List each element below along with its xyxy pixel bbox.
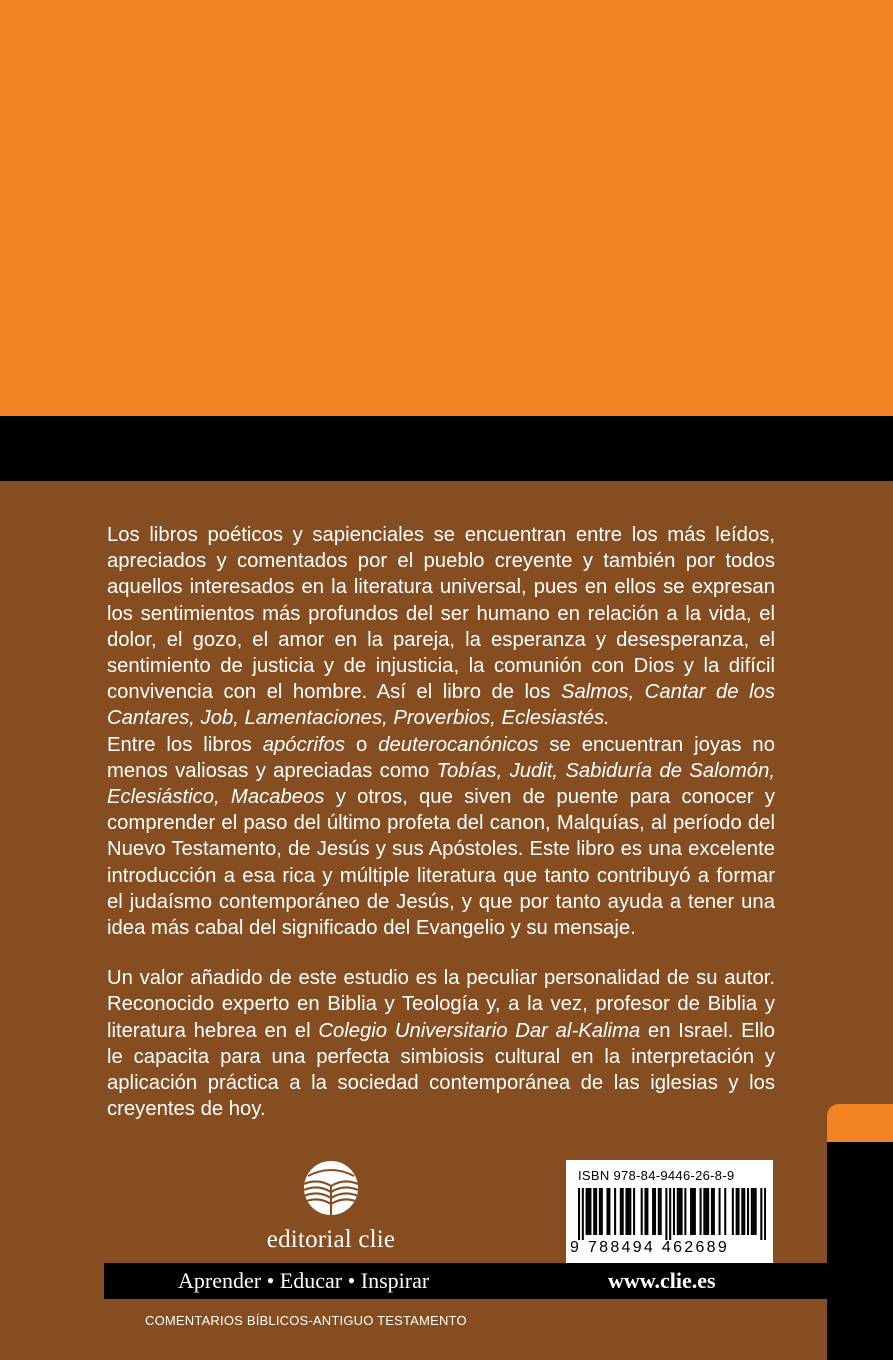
barcode-bar	[713, 1188, 715, 1235]
publisher-name: editorial clie	[266, 1226, 396, 1253]
barcode-bar	[694, 1188, 696, 1235]
college-name: Colegio Universitario Dar al-Kalima	[318, 1019, 641, 1042]
barcode-bar	[677, 1188, 679, 1235]
barcode-bar	[578, 1188, 580, 1240]
barcode-bar	[658, 1188, 660, 1235]
barcode-bar	[587, 1188, 589, 1235]
blurb-paragraph-3: Un valor añadido de este estudio es la peculiar personalidad de su autor. Reconocido experto en Biblia y Teología y, a la vez, profesor de Biblia y literatura hebrea en el Colegio Universitario Dar al-Kalima en Israel. Ello le capacita para una perfecta simbiosis cultural en la interpretación y aplicación práctica a la sociedad contemporánea de las iglesias y los creyentes de hoy.	[107, 967, 775, 1121]
barcode-bar	[582, 1188, 584, 1240]
barcode-bar	[599, 1188, 601, 1235]
top-orange-panel	[0, 0, 893, 416]
barcode-bar	[627, 1188, 629, 1235]
publisher-website: www.clie.es	[608, 1268, 716, 1293]
book-list-apocryphal: Tobías, Judit, Sabiduría de Salomón, Eclesiástico, Macabeos	[107, 759, 775, 809]
barcode-bar	[660, 1188, 662, 1235]
blurb-paragraph-2: Entre los libros apócrifos o deuterocanónicos se encuentran joyas no menos valiosas y apreciadas como Tobías, Judit, Sabiduría de Salomón, Eclesiástico, Macabeos y otros, que siven de puente para conocer y comprender el paso del último profeta del canon, Malquías, al período del Nuevo Testamento, de Jesús y sus Apóstoles. Este libro es una excelente introducción a esa rica y múltiple literatura que tanto contribuyó a formar el judaísmo contemporáneo de Jesús, y que por tanto ayuda a tener una idea más cabal del significado del Evangelio y su mensaje.	[107, 733, 775, 940]
publisher-slogan: Aprender • Educar • Inspirar	[178, 1268, 430, 1293]
barcode-bar	[719, 1188, 721, 1235]
barcode-bar	[707, 1188, 709, 1235]
barcode-bar	[654, 1188, 656, 1235]
blurb-paragraph-1: Los libros poéticos y sapienciales se encuentran entre los más leídos, apreciados y comentados por el pueblo creyente y también por todos aquellos interesados en la literatura universal, pues en ellos se expresan los sentimientos más profundos del ser humano en relación a la vida, el dolor, el gozo, el amor en la pareja, la esperanza y desesperanza, el sentimiento de justicia y de injusticia, la comunión con Dios y la difícil convivencia con el hombre. Así el libro de los Salmos, Cantar de los Cantares, Job, Lamentaciones, Proverbios, Eclesiastés.	[107, 524, 775, 730]
side-tab-black	[827, 1142, 893, 1360]
barcode-bar	[705, 1188, 707, 1235]
slogan-bar	[104, 1263, 827, 1299]
barcode-bar	[673, 1188, 675, 1235]
barcode-bar	[760, 1188, 762, 1240]
barcode-bar	[732, 1188, 734, 1235]
series-title: COMENTARIOS BÍBLICOS-ANTIGUO TESTAMENTO	[145, 1313, 467, 1328]
barcode-bar	[622, 1188, 624, 1235]
barcode-bar	[703, 1188, 705, 1235]
barcode-bar	[644, 1188, 646, 1235]
publisher-logo	[236, 1160, 426, 1256]
barcode-bar	[724, 1188, 726, 1235]
barcode-bar	[681, 1188, 683, 1235]
barcode-bar	[711, 1188, 713, 1235]
barcode-bar	[736, 1188, 738, 1235]
barcode-bar	[614, 1188, 616, 1235]
barcode-bar	[586, 1188, 588, 1235]
barcode-bar	[700, 1188, 702, 1235]
barcode-bar	[753, 1188, 755, 1235]
barcode-bar	[646, 1188, 648, 1235]
barcode-bar	[601, 1188, 603, 1235]
barcode-bar	[684, 1188, 686, 1235]
barcode-bar	[679, 1188, 681, 1235]
barcode-bar	[692, 1188, 694, 1235]
barcode-bar	[751, 1188, 753, 1235]
barcode-bar	[665, 1188, 667, 1240]
black-band	[0, 416, 893, 481]
barcode-bar	[595, 1188, 597, 1235]
book-list-poetic: Salmos, Cantar de los Cantares, Job, Lamentaciones, Proverbios, Eclesiastés.	[107, 681, 775, 730]
barcode-bar	[606, 1188, 608, 1235]
barcode-bar	[743, 1188, 745, 1235]
barcode-bar	[608, 1188, 610, 1235]
open-book-globe-icon	[300, 1160, 362, 1216]
barcode-bar	[755, 1188, 757, 1235]
isbn-barcode	[566, 1160, 773, 1263]
barcode-bar	[629, 1188, 631, 1235]
barcode-bars	[578, 1188, 766, 1240]
barcode-bar	[669, 1188, 671, 1240]
barcode-bar	[764, 1188, 766, 1240]
back-cover-blurb	[107, 522, 775, 1122]
barcode-bar	[641, 1188, 643, 1235]
barcode-bar	[620, 1188, 622, 1235]
barcode-bar	[690, 1188, 692, 1235]
barcode-bar	[738, 1188, 740, 1235]
isbn-label: ISBN 978-84-9446-26-8-9	[578, 1168, 735, 1183]
barcode-bar	[593, 1188, 595, 1235]
barcode-digits: 9 788494 462689	[570, 1239, 730, 1256]
barcode-bar	[741, 1188, 743, 1235]
barcode-bar	[633, 1188, 635, 1235]
barcode-bar	[747, 1188, 749, 1235]
barcode-bar	[589, 1188, 591, 1235]
barcode-bar	[652, 1188, 654, 1235]
barcode-bar	[625, 1188, 627, 1235]
side-tab-orange	[827, 1104, 893, 1142]
